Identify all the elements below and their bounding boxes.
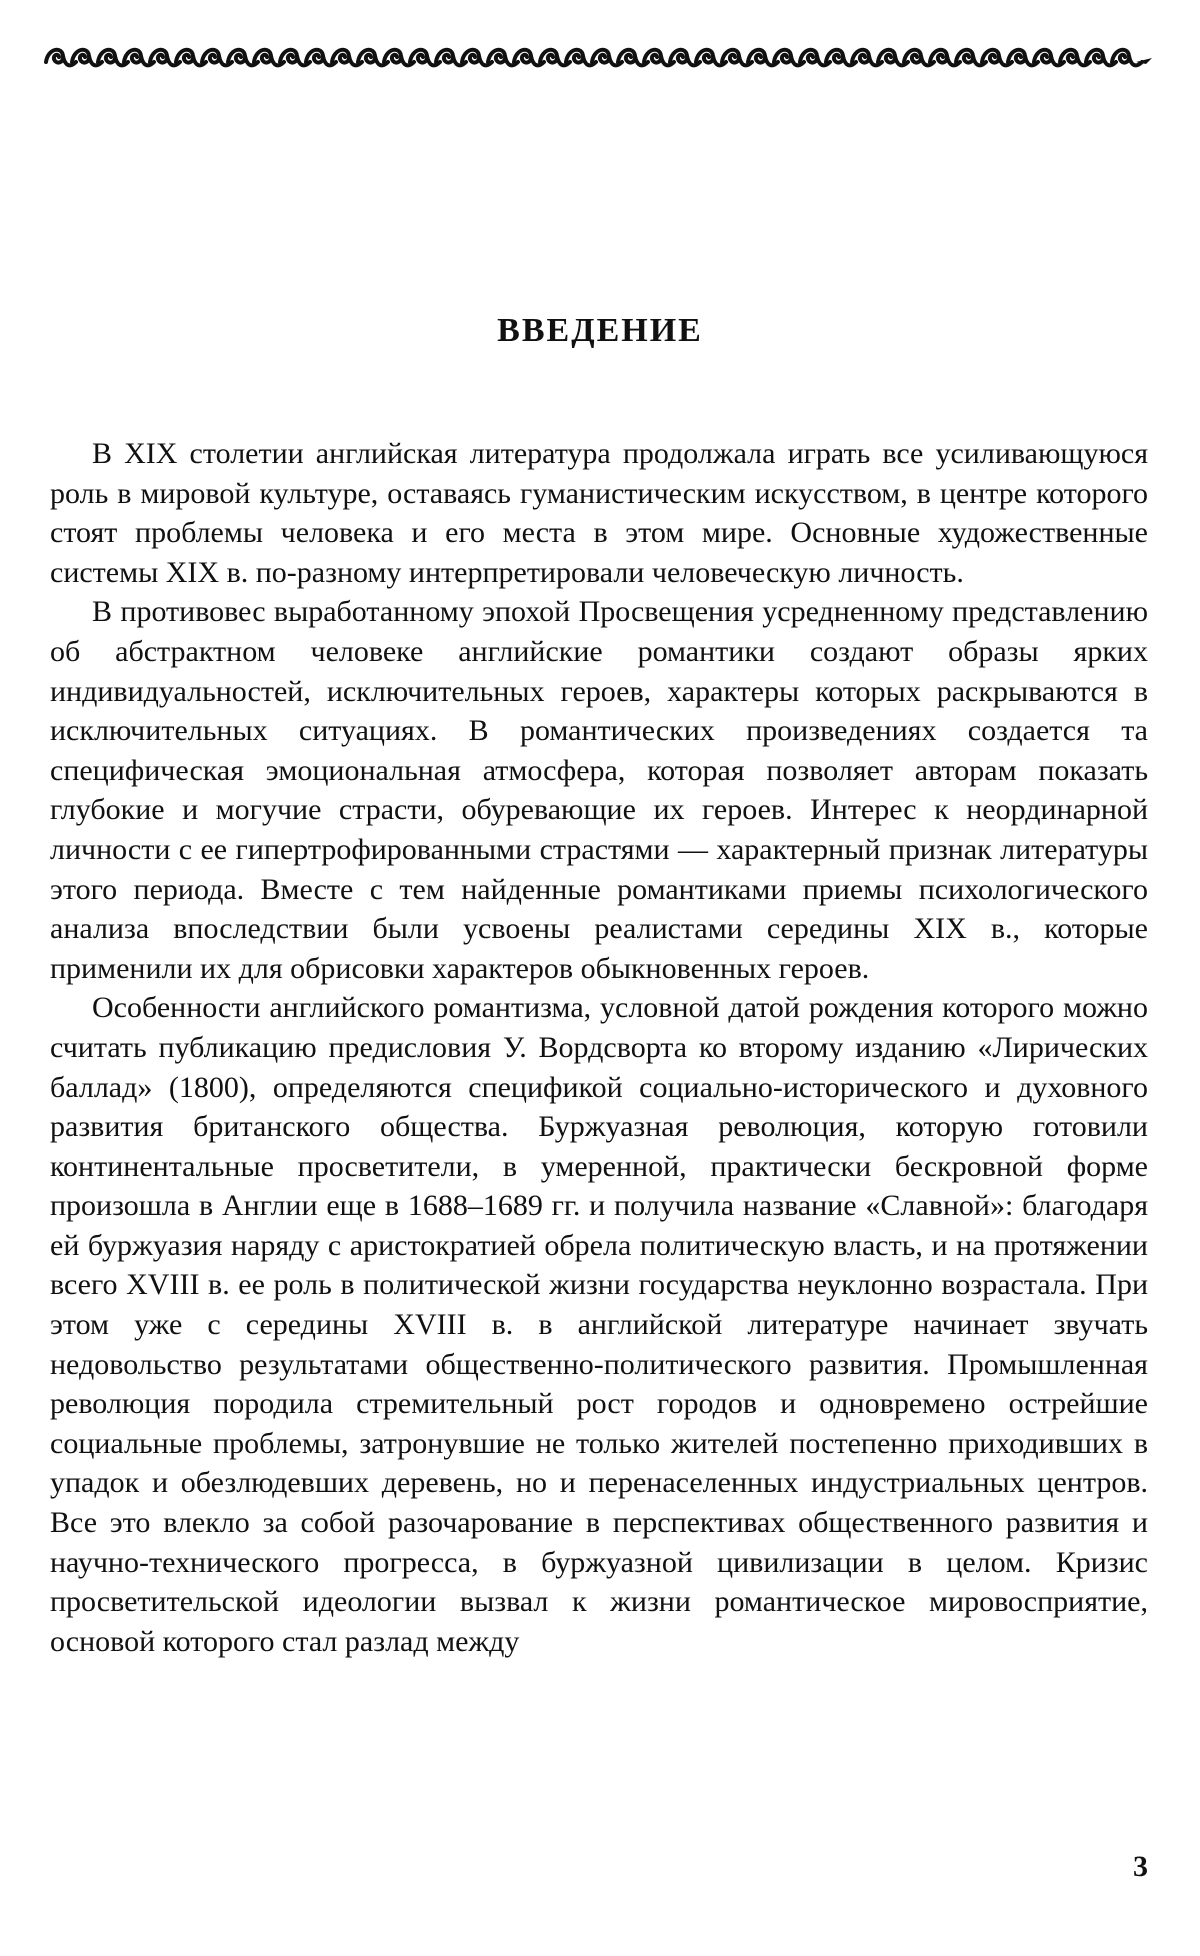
page-number: 3 <box>1133 1850 1148 1883</box>
paragraph-1: В XIX столетии английская литература продолжала играть все усиливающуюся роль в мировой культуре, оставаясь гуманистическим искусством, в центре которого стоят проблемы человека и его места в этом мире. Основные художественные системы XIX в. по-разному интерпретировали человеческую личность. <box>50 437 1148 589</box>
body-text <box>50 434 1148 1661</box>
page-title: ВВЕДЕНИЕ <box>497 312 703 349</box>
decorative-wave-border-icon <box>42 40 1152 76</box>
paragraph-2: В противовес выработанному эпохой Просвещения усредненному представлению об абстрактном человеке английские романтики создают образы ярких индивидуальностей, исключительных героев, характеры которых раскрываются в исключительных ситуациях. В романтических произведениях создается та специфическая эмоциональная атмосфера, которая позволяет авторам показать глубокие и могучие страсти, обуревающие их героев. Интерес к неординарной личности с ее гипертрофированными страстями — характерный признак литературы этого периода. Вместе с тем найденные романтиками приемы психологического анализа впоследствии были усвоены реалистами середины XIX в., которые применили их для обрисовки характеров обыкновенных героев. <box>50 595 1148 985</box>
paragraph-3: Особенности английского романтизма, условной датой рождения которого можно считать публикацию предисловия У. Вордсворта ко второму изданию «Лирических баллад» (1800), определяются спецификой социально-исторического и духовного развития британского общества. Буржуазная революция, которую готовили континентальные просветители, в умеренной, практически бескровной форме произошла в Англии еще в 1688–1689 гг. и получила название «Славной»: благодаря ей буржуазия наряду с аристократией обрела политическую власть, и на протяжении всего XVIII в. ее роль в политической жизни государства неуклонно возрастала. При этом уже с середины XVIII в. в английской литературе начинает звучать недовольство результатами общественно-политического развития. Промышленная революция породила стремительный рост городов и одновремено острейшие социальные проблемы, затронувшие не только жителей постепенно приходивших в упадок и обезлюдевших деревень, но и перенаселенных индустриальных центров. Все это влекло за собой разочарование в перспективах общественного развития и научно-технического прогресса, в буржуазной цивилизации в целом. Кризис просветительской идеологии вызвал к жизни романтическое мировосприятие, основой которого стал разлад между <box>50 991 1148 1658</box>
